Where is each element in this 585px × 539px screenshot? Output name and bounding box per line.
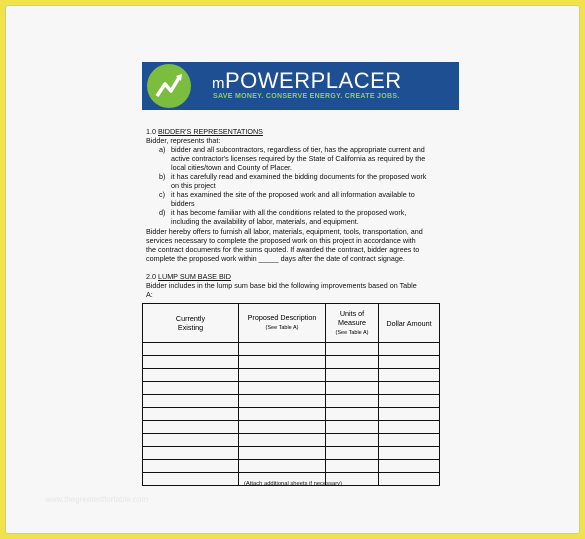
item-marker: b) xyxy=(159,172,166,181)
table-footnote: (Attach additional sheets if necessary) xyxy=(244,481,342,487)
document-frame xyxy=(5,5,580,534)
table-row xyxy=(143,434,440,447)
table-row xyxy=(143,343,440,356)
offer-paragraph-line: services necessary to complete the proposed work on this project in accordance with xyxy=(146,236,416,245)
section1-intro: Bidder, represents that: xyxy=(146,136,221,145)
table-row xyxy=(143,356,440,369)
table-cell[interactable] xyxy=(239,369,326,382)
table-cell[interactable] xyxy=(379,447,440,460)
table-cell[interactable] xyxy=(326,382,379,395)
table-cell[interactable] xyxy=(326,421,379,434)
col-currently-existing: Currently Existing xyxy=(143,304,239,343)
item-text: it has examined the site of the proposed work and all information available to xyxy=(171,190,415,199)
table-cell[interactable] xyxy=(379,473,440,486)
item-text: it has carefully read and examined the bidding documents for the proposed work xyxy=(171,172,427,181)
offer-paragraph-line: complete the proposed work within _____ days after the date of contract signage. xyxy=(146,254,405,263)
table-cell[interactable] xyxy=(326,434,379,447)
table-cell[interactable] xyxy=(143,395,239,408)
item-text: it has become familiar with all the conditions related to the proposed work, xyxy=(171,208,407,217)
table-cell[interactable] xyxy=(239,382,326,395)
improvements-table xyxy=(142,303,440,486)
section2-text: Bidder includes in the lump sum base bid the following improvements based on Table xyxy=(146,281,417,290)
table-row xyxy=(143,460,440,473)
table-cell[interactable] xyxy=(326,460,379,473)
document-page xyxy=(5,5,580,534)
item-text: on this project xyxy=(171,181,216,190)
table-cell[interactable] xyxy=(379,408,440,421)
col-proposed-description: Proposed Description (See Table A) xyxy=(239,304,326,343)
table-cell[interactable] xyxy=(239,395,326,408)
item-text: local cities/town and County of Placer. xyxy=(171,163,293,172)
item-text: active contractor's licenses required by the State of California as required by the xyxy=(171,154,426,163)
table-cell[interactable] xyxy=(143,460,239,473)
table-cell[interactable] xyxy=(239,356,326,369)
col-units-of-measure: Units of Measure (See Table A) xyxy=(326,304,379,343)
table-cell[interactable] xyxy=(239,460,326,473)
mountain-logo-icon xyxy=(147,64,191,108)
table-cell[interactable] xyxy=(326,408,379,421)
table-cell[interactable] xyxy=(379,382,440,395)
section1-heading: 1.0 BIDDER'S REPRESENTATIONS xyxy=(146,127,263,136)
table-row xyxy=(143,369,440,382)
table-cell[interactable] xyxy=(379,395,440,408)
table-cell[interactable] xyxy=(379,460,440,473)
section2-text: A: xyxy=(146,290,153,299)
table-cell[interactable] xyxy=(239,434,326,447)
table-cell[interactable] xyxy=(379,343,440,356)
table-cell[interactable] xyxy=(326,447,379,460)
offer-paragraph-line: Bidder hereby offers to furnish all labor, materials, equipment, tools, transportation, and xyxy=(146,227,423,236)
table-cell[interactable] xyxy=(379,421,440,434)
table-row xyxy=(143,421,440,434)
table-cell[interactable] xyxy=(379,434,440,447)
table-cell[interactable] xyxy=(143,434,239,447)
item-marker: a) xyxy=(159,145,166,154)
item-text: including the availability of labor, materials, and equipment. xyxy=(171,217,359,226)
table-cell[interactable] xyxy=(143,369,239,382)
table-cell[interactable] xyxy=(379,356,440,369)
table-cell[interactable] xyxy=(143,356,239,369)
table-cell[interactable] xyxy=(143,382,239,395)
table-cell[interactable] xyxy=(326,356,379,369)
item-marker: c) xyxy=(159,190,165,199)
item-marker: d) xyxy=(159,208,166,217)
table-cell[interactable] xyxy=(143,408,239,421)
mpowerplacer-banner xyxy=(142,62,459,110)
table-row xyxy=(143,408,440,421)
table-cell[interactable] xyxy=(143,343,239,356)
table-cell[interactable] xyxy=(143,421,239,434)
table-cell[interactable] xyxy=(143,447,239,460)
brand-name: mPOWERPLACER xyxy=(212,68,402,93)
table-row xyxy=(143,382,440,395)
item-text: bidder and all subcontractors, regardless of tier, has the appropriate current and xyxy=(171,145,425,154)
table-cell[interactable] xyxy=(239,343,326,356)
table-cell[interactable] xyxy=(143,473,239,486)
watermark: www.thegreatestfortable.com xyxy=(45,495,149,504)
table-row xyxy=(143,395,440,408)
section2-heading: 2.0 LUMP SUM BASE BID xyxy=(146,272,231,281)
item-text: bidders xyxy=(171,199,195,208)
table-header-row xyxy=(143,304,440,343)
table-cell[interactable] xyxy=(239,447,326,460)
offer-paragraph-line: the contract documents for the sums quoted. If awarded the contract, bidder agrees to xyxy=(146,245,420,254)
table-cell[interactable] xyxy=(379,369,440,382)
table-row xyxy=(143,447,440,460)
table-cell[interactable] xyxy=(326,343,379,356)
table-cell[interactable] xyxy=(326,395,379,408)
table-cell[interactable] xyxy=(239,408,326,421)
table-cell[interactable] xyxy=(326,369,379,382)
brand-tagline: SAVE MONEY. CONSERVE ENERGY. CREATE JOBS. xyxy=(213,93,400,100)
col-dollar-amount: Dollar Amount xyxy=(379,304,440,343)
table-cell[interactable] xyxy=(239,421,326,434)
